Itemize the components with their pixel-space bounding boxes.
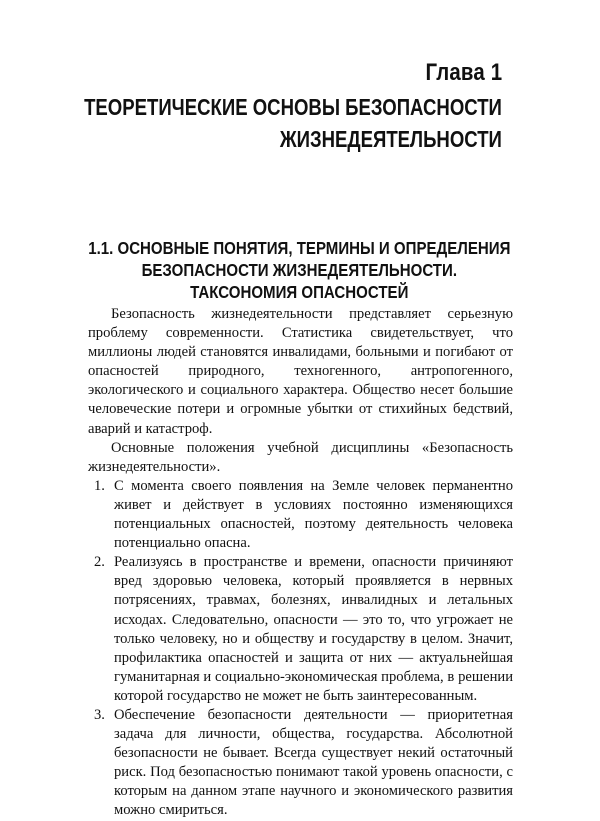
chapter-title-line-1: ТЕОРЕТИЧЕСКИЕ ОСНОВЫ БЕЗОПАСНОСТИ: [84, 94, 502, 120]
list-item-text: С момента своего появления на Земле человек перманентно живет и действует в условиях постоянно изменяющихся потенциальных опасностей, поэтому деятельность человека потенциально опасна.: [114, 477, 513, 552]
chapter-title-line-2: ЖИЗНЕДЕЯТЕЛЬНОСТИ: [279, 126, 502, 152]
list-item-text: Реализуясь в пространстве и времени, опасности причиняют вред здоровью человека, который проявляется в нервных потрясениях, травмах, болезнях, инвалидных и летальных исходах. Следовательно, опасности — это то, что угрожает не только человеку, но и обществу и государству в целом. Значит, профилактика опасностей и защита от них — актуальнейшая гуманитарная и социально-экономическая проблема, в решении которой государство не может не быть заинтересованным.: [114, 554, 513, 704]
list-item-text: Обеспечение безопасности деятельности — приоритетная задача для личности, общества, государства. Абсолютной безопасности не бывает. Всегда существует некий остаточный риск. Под безопасностью понимают такой уровень опасности, с которым на данном этапе научного и экономического развития можно смириться.: [114, 706, 513, 819]
list-item-number: 3.: [94, 706, 105, 723]
chapter-title: [84, 91, 502, 155]
list-item: [94, 706, 513, 821]
chapter-label: Глава 1: [425, 59, 502, 86]
section-title-line-1: 1.1. ОСНОВНЫЕ ПОНЯТИЯ, ТЕРМИНЫ И ОПРЕДЕЛЕНИЯ: [88, 238, 511, 258]
section-title-line-2: БЕЗОПАСНОСТИ ЖИЗНЕДЕЯТЕЛЬНОСТИ.: [141, 260, 458, 280]
principles-list: [88, 477, 513, 821]
body-paragraph-2: Основные положения учебной дисциплины «Безопасность жизнедеятельности».: [88, 439, 513, 475]
list-item: [94, 477, 513, 553]
list-item-number: 2.: [94, 554, 105, 571]
list-item: [94, 553, 513, 706]
body-paragraph-1: Безопасность жизнедеятельности представляет серьезную проблему современности. Статистика свидетельствует, что миллионы людей становятся инвалидами, больными и погибают от опасностей природного, техногенного, антропогенного, экологического и социального характера. Общество несет большие человеческие потери и огромные убытки от стихийных бедствий, аварий и катастроф.: [88, 306, 513, 437]
list-item-number: 1.: [94, 477, 105, 494]
section-title-line-3: ТАКСОНОМИЯ ОПАСНОСТЕЙ: [190, 282, 409, 302]
section-title: [41, 237, 557, 303]
body-text: [88, 305, 513, 821]
